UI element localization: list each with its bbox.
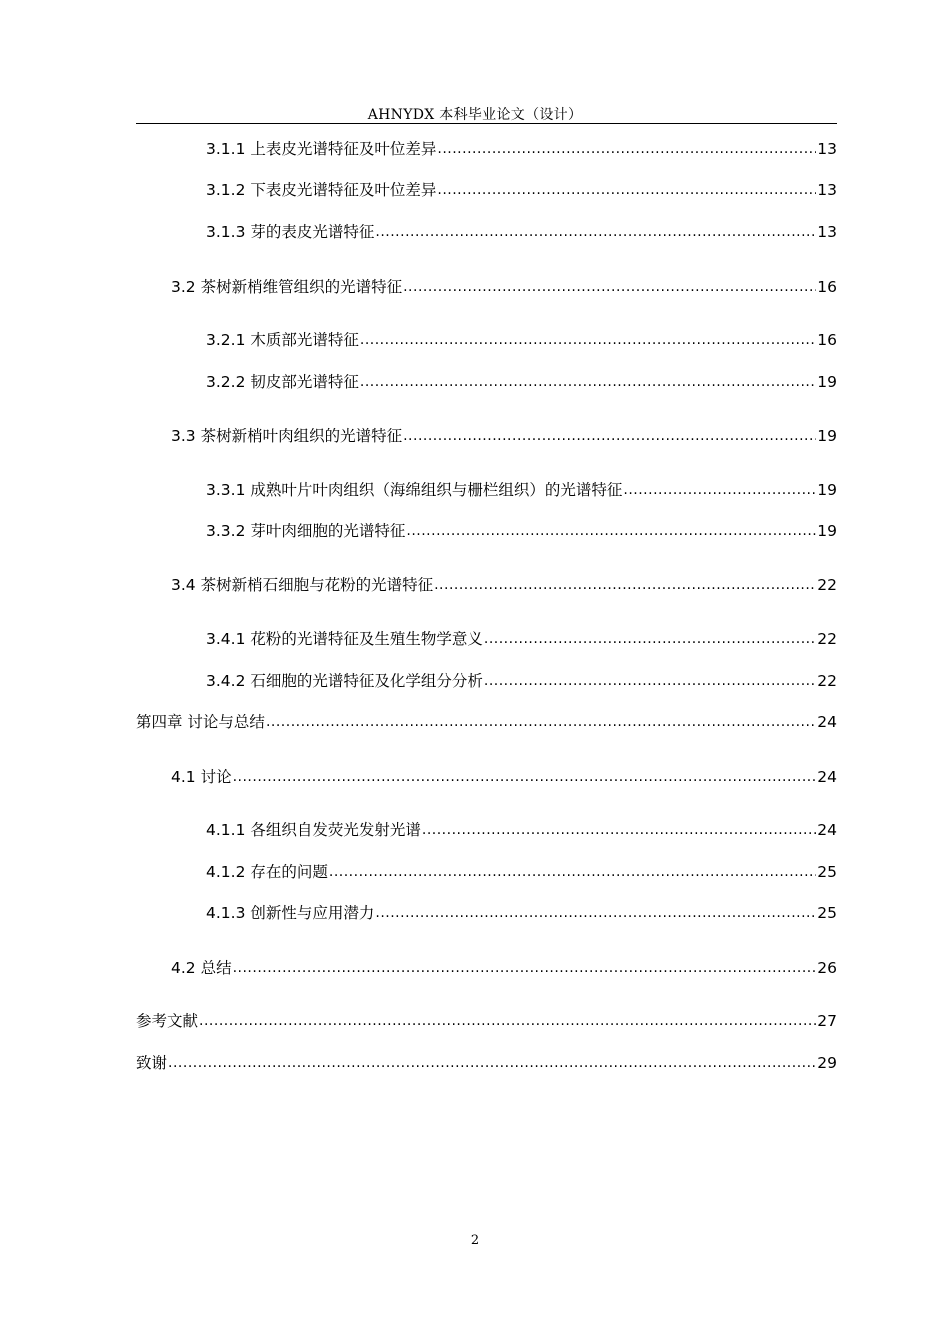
toc-entry-4-2[interactable] — [171, 956, 837, 980]
dot-leader — [360, 370, 816, 394]
toc-entry-3-4-1[interactable] — [206, 627, 837, 651]
toc-entry-4-1-2[interactable] — [206, 860, 837, 884]
toc-entry-page: 22 — [817, 672, 837, 690]
dot-leader — [484, 627, 816, 651]
dot-leader — [437, 137, 816, 161]
toc-entry-page: 24 — [817, 768, 837, 786]
toc-entry-label: 3.3 茶树新梢叶肉组织的光谱特征 — [171, 427, 403, 445]
toc-entry-page: 16 — [817, 278, 837, 296]
toc-entry-3-1-2[interactable] — [206, 178, 837, 202]
toc-entry-page: 22 — [817, 630, 837, 648]
toc-entry-3-2-2[interactable] — [206, 370, 837, 394]
toc-entry-page: 25 — [817, 904, 837, 922]
toc-entry-label: 4.2 总结 — [171, 959, 232, 977]
toc-entry-label: 3.1.1 上表皮光谱特征及叶位差异 — [206, 140, 437, 158]
toc-entry-label: 3.3.2 芽叶肉细胞的光谱特征 — [206, 522, 406, 540]
dot-leader — [434, 573, 816, 597]
toc-entry-page: 13 — [817, 181, 837, 199]
toc-entry-4-1[interactable] — [171, 765, 837, 789]
toc-entry-references[interactable] — [136, 1009, 837, 1033]
toc-entry-page: 26 — [817, 959, 837, 977]
toc-entry-4-1-3[interactable] — [206, 901, 837, 925]
toc-entry-page: 16 — [817, 331, 837, 349]
toc-entry-chapter-4[interactable] — [136, 710, 837, 734]
toc-entry-label: 4.1.3 创新性与应用潜力 — [206, 904, 375, 922]
toc-entry-label: 3.1.3 芽的表皮光谱特征 — [206, 223, 375, 241]
dot-leader — [375, 901, 816, 925]
toc-entry-label: 参考文献 — [136, 1012, 199, 1030]
dot-leader — [168, 1051, 816, 1075]
toc-entry-page: 19 — [817, 522, 837, 540]
dot-leader — [360, 328, 816, 352]
toc-entry-label: 3.2 茶树新梢维管组织的光谱特征 — [171, 278, 403, 296]
toc-entry-page: 29 — [817, 1054, 837, 1072]
toc-entry-page: 19 — [817, 481, 837, 499]
toc-entry-4-1-1[interactable] — [206, 818, 837, 842]
dot-leader — [233, 765, 817, 789]
dot-leader — [437, 178, 816, 202]
toc-entry-3-4[interactable] — [171, 573, 837, 597]
toc-entry-page: 19 — [817, 373, 837, 391]
toc-entry-label: 3.4 茶树新梢石细胞与花粉的光谱特征 — [171, 576, 434, 594]
toc-entry-label: 3.3.1 成熟叶片叶肉组织（海绵组织与栅栏组织）的光谱特征 — [206, 481, 623, 499]
toc-entry-page: 13 — [817, 223, 837, 241]
toc-entry-label: 4.1 讨论 — [171, 768, 232, 786]
dot-leader — [403, 424, 816, 448]
toc-entry-3-3-1[interactable] — [206, 478, 837, 502]
toc-entry-label: 第四章 讨论与总结 — [136, 713, 265, 731]
header-rule — [136, 123, 837, 124]
toc-entry-3-3-2[interactable] — [206, 519, 837, 543]
dot-leader — [406, 519, 816, 543]
toc-entry-label: 3.4.1 花粉的光谱特征及生殖生物学意义 — [206, 630, 483, 648]
toc-entry-3-3[interactable] — [171, 424, 837, 448]
toc-entry-3-2[interactable] — [171, 275, 837, 299]
toc-entry-label: 3.1.2 下表皮光谱特征及叶位差异 — [206, 181, 437, 199]
running-header: AHNYDX 本科毕业论文（设计） — [367, 107, 583, 123]
dot-leader — [329, 860, 816, 884]
toc-entry-page: 24 — [817, 821, 837, 839]
dot-leader — [233, 956, 817, 980]
toc-entry-3-1-3[interactable] — [206, 220, 837, 244]
toc-entry-label: 3.4.2 石细胞的光谱特征及化学组分分析 — [206, 672, 483, 690]
dot-leader — [375, 220, 816, 244]
toc-entry-page: 27 — [817, 1012, 837, 1030]
dot-leader — [403, 275, 816, 299]
toc-entry-label: 3.2.1 木质部光谱特征 — [206, 331, 359, 349]
toc-entry-page: 19 — [817, 427, 837, 445]
toc-entry-page: 22 — [817, 576, 837, 594]
toc-entry-label: 4.1.2 存在的问题 — [206, 863, 328, 881]
toc-entry-3-4-2[interactable] — [206, 669, 837, 693]
toc-entry-3-2-1[interactable] — [206, 328, 837, 352]
toc-entry-page: 13 — [817, 140, 837, 158]
toc-entry-acknowledgements[interactable] — [136, 1051, 837, 1075]
toc-entry-page: 24 — [817, 713, 837, 731]
page-number: 2 — [470, 1233, 480, 1248]
toc-entry-label: 致谢 — [136, 1054, 168, 1072]
dot-leader — [422, 818, 816, 842]
dot-leader — [266, 710, 816, 734]
toc-entry-label: 4.1.1 各组织自发荧光发射光谱 — [206, 821, 421, 839]
toc-entry-page: 25 — [817, 863, 837, 881]
dot-leader — [623, 478, 816, 502]
dot-leader — [199, 1009, 816, 1033]
dot-leader — [484, 669, 816, 693]
toc-entry-label: 3.2.2 韧皮部光谱特征 — [206, 373, 359, 391]
toc-entry-3-1-1[interactable] — [206, 137, 837, 161]
